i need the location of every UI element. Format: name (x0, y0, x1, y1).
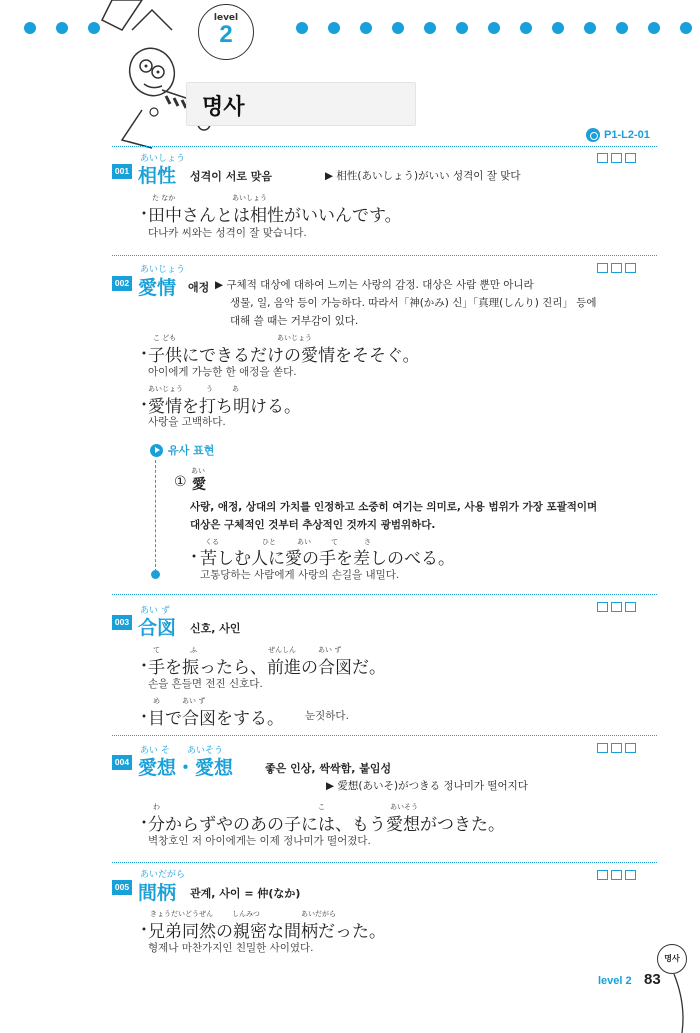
entry-separator (112, 146, 657, 147)
similar-expression-heading (150, 442, 214, 458)
entry-meaning: 성격이 서로 맞음 (190, 170, 273, 183)
entry-description-line: ▶ 구체적 대상에 대하여 느끼는 사랑의 감정. 대상은 사람 뿐만 아니라 (215, 279, 534, 291)
similar-reading: あい (191, 467, 205, 475)
example-ruby: こ (318, 803, 325, 811)
header-dot (360, 22, 372, 34)
example-ruby: あいしょう (232, 194, 267, 202)
entry-description-line: 대해 쓸 때는 거부감이 있다. (230, 315, 359, 327)
example-sentence: 目で合図をする。 (148, 709, 284, 729)
entry-number: 005 (112, 880, 132, 895)
example-ruby: て (331, 538, 338, 546)
example-ruby: あ (232, 385, 239, 393)
example-ruby: あい (297, 538, 311, 546)
example-bullet: ・ (136, 656, 153, 675)
level-number: 2 (219, 21, 233, 48)
header-dot (392, 22, 404, 34)
example-ruby: ふ (190, 646, 197, 654)
review-checkboxes[interactable] (597, 870, 636, 880)
example-ruby: しんみつ (232, 910, 260, 918)
footer-level-label: level 2 (598, 975, 632, 987)
entry-separator (112, 862, 657, 863)
entry-meaning: 신호, 사인 (190, 622, 241, 635)
example-ruby: わ (153, 803, 160, 811)
example-ruby: ぜんしん (268, 646, 296, 654)
review-checkboxes[interactable] (597, 602, 636, 612)
example-ruby: め (153, 697, 160, 705)
entry-reading: あい そ あいそう (140, 746, 224, 756)
header-dot (24, 22, 36, 34)
review-checkboxes[interactable] (597, 263, 636, 273)
entry-meaning: 좋은 인상, 싹싹함, 붙임성 (265, 762, 392, 775)
entry-note: ▶ 愛想(あいそ)がつきる 정나미가 떨어지다 (326, 780, 528, 792)
header-dot (648, 22, 660, 34)
similar-sentence: 苦しむ人に愛の手を差しのべる。 (200, 549, 455, 569)
header-dot (456, 22, 468, 34)
entry-note: ▶ 相性(あいしょう)がいい 성격이 잘 맞다 (325, 170, 521, 182)
entry-separator (112, 735, 657, 736)
entry-number: 003 (112, 615, 132, 630)
example-sentence: 子供にできるだけの愛情をそそぐ。 (148, 346, 420, 366)
section-title: 명사 (202, 95, 245, 120)
entry-meaning: 관계, 사이 = 仲(なか) (190, 887, 301, 900)
similar-expression-guide-line (155, 460, 156, 572)
audio-track-code: P1-L2-01 (604, 129, 650, 141)
example-ruby: あいじょう (148, 385, 183, 393)
entry-description-line: 생물, 일, 음악 등이 가능하다. 따라서「神(かみ) 신」「真理(しんり) 진리」 등에 (230, 297, 597, 309)
example-sentence: 愛情を打ち明ける。 (148, 397, 301, 417)
example-sentence: 兄弟同然の親密な間柄だった。 (148, 922, 386, 942)
header-dot (56, 22, 68, 34)
review-checkboxes[interactable] (597, 153, 636, 163)
similar-description-line: 대상은 구체적인 것부터 추상적인 것까지 광범위하다. (190, 519, 436, 531)
review-checkbox[interactable] (625, 743, 636, 753)
example-ruby: あいそう (390, 803, 418, 811)
review-checkbox[interactable] (597, 263, 608, 273)
entry-number: 004 (112, 755, 132, 770)
example-translation: 손을 흔들면 전진 신호다. (148, 678, 263, 690)
entry-meaning: 애정 (188, 281, 210, 294)
example-ruby: あい ず (318, 646, 342, 654)
side-tab-line (660, 974, 690, 1033)
header-dot (296, 22, 308, 34)
entry-separator (112, 594, 657, 595)
entry-number: 001 (112, 164, 132, 179)
review-checkboxes[interactable] (597, 743, 636, 753)
header-dot (328, 22, 340, 34)
example-ruby: きょうだいどうぜん (150, 910, 213, 918)
entry-number: 002 (112, 276, 132, 291)
example-ruby: ひと (262, 538, 276, 546)
example-ruby: う (206, 385, 213, 393)
entry-word: 間柄 (138, 882, 177, 904)
example-translation: 다나카 씨와는 성격이 잘 맞습니다. (148, 227, 307, 239)
audio-disc-icon[interactable] (586, 128, 600, 142)
example-ruby: さ (364, 538, 371, 546)
example-translation: 사랑을 고백하다. (148, 416, 226, 428)
similar-description-line: 사랑, 애정, 상대의 가치를 인정하고 소중히 여기는 의미로, 사용 범위가 가장 포괄적이며 (190, 501, 598, 513)
header-dot (520, 22, 532, 34)
review-checkbox[interactable] (625, 153, 636, 163)
review-checkbox[interactable] (625, 263, 636, 273)
example-bullet: ・ (136, 707, 153, 726)
cartoon-character-illustration (92, 0, 212, 150)
entry-separator (112, 255, 657, 256)
header-dot (424, 22, 436, 34)
level-badge (198, 4, 254, 60)
example-bullet: ・ (136, 813, 153, 832)
level-label: level (213, 13, 239, 23)
example-sentence: 分からずやのあの子には、もう愛想がつきた。 (148, 815, 505, 835)
example-ruby: て (153, 646, 160, 654)
review-checkbox[interactable] (611, 153, 622, 163)
review-checkbox[interactable] (611, 602, 622, 612)
similar-expression-guide-dot (151, 570, 160, 579)
similar-word: 愛 (192, 477, 206, 493)
entry-reading: あいじょう (140, 265, 186, 275)
example-ruby: こ ども (153, 334, 177, 342)
example-bullet: ・ (136, 395, 153, 414)
page-number: 83 (644, 971, 661, 988)
entry-word: 愛想・愛想 (138, 757, 234, 779)
review-checkbox[interactable] (625, 870, 636, 880)
example-bullet: ・ (136, 344, 153, 363)
header-dot (552, 22, 564, 34)
review-checkbox[interactable] (611, 870, 622, 880)
example-translation: 눈짓하다. (305, 710, 349, 722)
review-checkbox[interactable] (597, 153, 608, 163)
header-dot (680, 22, 692, 34)
example-ruby: あいじょう (277, 334, 312, 342)
similar-index: ① (174, 474, 187, 490)
header-dot (584, 22, 596, 34)
entry-reading: あいだがら (140, 870, 186, 880)
entry-reading: あい ず (140, 606, 170, 616)
review-checkbox[interactable] (597, 602, 608, 612)
arrow-circle-icon (150, 444, 163, 457)
review-checkbox[interactable] (597, 743, 608, 753)
review-checkbox[interactable] (611, 743, 622, 753)
side-tab: 명사 (657, 944, 687, 974)
header-dot (616, 22, 628, 34)
example-sentence: 手を振ったら、前進の合図だ。 (148, 658, 386, 678)
similar-translation: 고통당하는 사람에게 사랑의 손길을 내밀다. (200, 569, 400, 581)
header-dot (488, 22, 500, 34)
example-ruby: くる (205, 538, 219, 546)
entry-word: 合図 (138, 617, 177, 639)
audio-track-label[interactable] (586, 128, 650, 142)
review-checkbox[interactable] (611, 263, 622, 273)
example-sentence: 田中さんとは相性がいいんです。 (148, 206, 402, 226)
similar-expression-label: 유사 표현 (168, 444, 215, 457)
entry-word: 愛情 (138, 277, 177, 299)
example-translation: 벽창호인 저 아이에게는 이제 정나미가 떨어졌다. (148, 835, 371, 847)
review-checkbox[interactable] (625, 602, 636, 612)
entry-reading: あいしょう (140, 154, 186, 164)
review-checkbox[interactable] (597, 870, 608, 880)
example-ruby: あい ず (182, 697, 206, 705)
example-translation: 형제나 마찬가지인 친밀한 사이였다. (148, 942, 314, 954)
entry-word: 相性 (138, 165, 177, 187)
example-bullet: ・ (136, 204, 153, 223)
example-ruby: あいだがら (301, 910, 336, 918)
example-bullet: ・ (186, 547, 203, 566)
example-translation: 아이에게 가능한 한 애정을 쏟다. (148, 366, 297, 378)
example-bullet: ・ (136, 920, 153, 939)
example-ruby: た なか (152, 194, 176, 202)
